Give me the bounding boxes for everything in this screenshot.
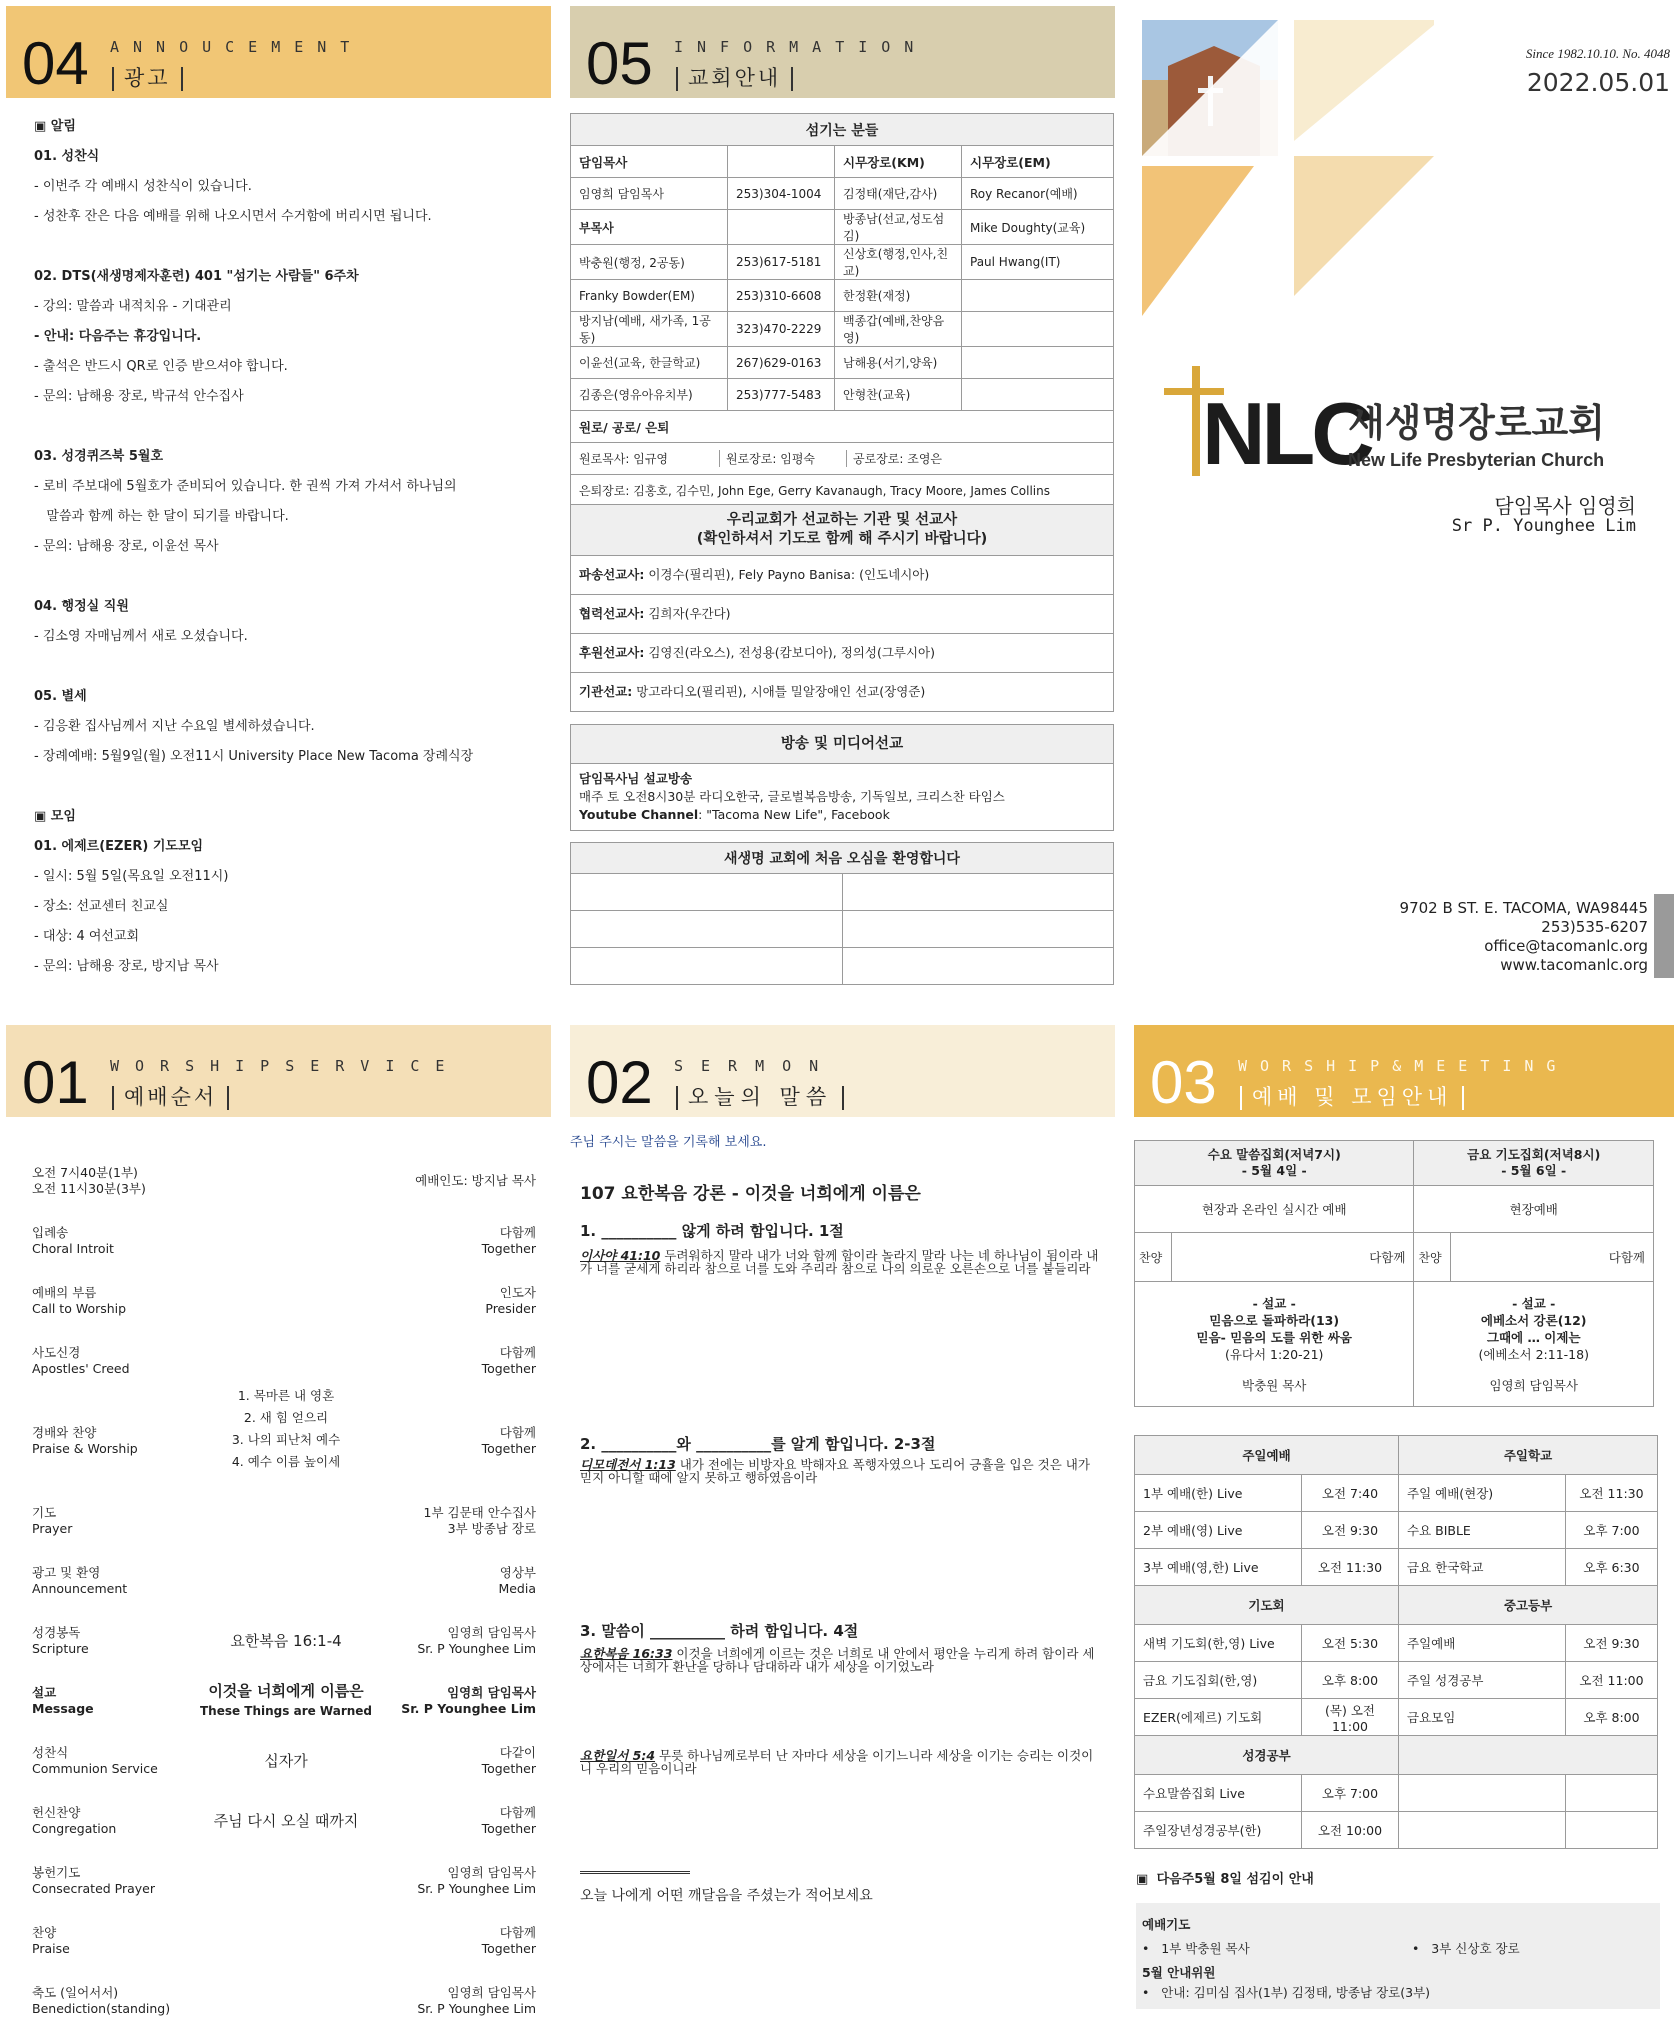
praise-song-list	[176, 1385, 396, 1473]
staff-head: 시무장로(EM)	[962, 146, 1114, 178]
order-title-eng: Announcement	[32, 1581, 128, 1596]
order-title-eng: Choral Introit	[32, 1241, 114, 1256]
meeting-header	[1134, 1025, 1674, 1117]
order-title: 기도	[32, 1505, 57, 1520]
sermon-header	[570, 1025, 1115, 1117]
staff-cell: 남해용(서기,양육)	[835, 347, 962, 379]
media-line1: 담임목사님 설교방송	[579, 771, 693, 786]
schedule-time: 오전 9:30	[1566, 1625, 1658, 1662]
order-person-eng: Sr. P Younghee Lim	[417, 1881, 536, 1896]
section-number: 01	[22, 1049, 89, 1116]
mission-box	[570, 504, 1114, 712]
panel-worship-service	[6, 1025, 551, 2035]
announcement-line: - 문의: 남해용 장로, 박규석 안수집사	[34, 389, 244, 404]
schedule-row	[1135, 1699, 1658, 1736]
section-eng-title: SERMON	[674, 1057, 837, 1075]
wed-header: 수요 말씀집회(저녁7시) - 5월 4일 -	[1135, 1141, 1414, 1186]
sermon-title: 107 요한복음 강론 - 이것을 너희에게 이름은	[580, 1184, 921, 1204]
prayer-1: • 1부 박충원 목사	[1142, 1941, 1250, 1956]
song-item: 4. 예수 이름 높이세	[231, 1454, 341, 1469]
staff-cell: 253)777-5483	[728, 379, 835, 411]
staff-head	[728, 146, 835, 178]
announcement-line: - 김소영 자매님께서 새로 오셨습니다.	[34, 629, 248, 644]
schedule-group-title: 주일학교	[1399, 1436, 1658, 1475]
order-person: 인도자	[499, 1285, 536, 1300]
announcement-line: ▣ 알림	[34, 119, 76, 134]
order-title: 사도신경	[32, 1345, 81, 1360]
announcement-line: - 김응환 집사님께서 지난 수요일 별세하셨습니다.	[34, 719, 315, 734]
staff-cell: 253)617-5181	[728, 245, 835, 280]
announcement-line: 05. 별세	[34, 689, 87, 704]
schedule-group-title	[1399, 1736, 1658, 1775]
phone: 253)535-6207	[1541, 918, 1648, 936]
media-title: 방송 및 미디어선교	[571, 725, 1113, 764]
order-person-eng: Sr. P Younghee Lim	[417, 2001, 536, 2016]
email-link[interactable]: office@tacomanlc.org	[1484, 937, 1648, 955]
panel-announcement	[6, 6, 551, 1006]
verse-2: 디모데전서 1:13 내가 전에는 비방자요 박해자요 폭행자였으나 도리어 긍휼을 입은 것은 내가 믿지 아니할 때에 알지 못하고 행하였음이라	[580, 1457, 1090, 1485]
guide-label: 5월 안내위원	[1142, 1965, 1216, 1980]
welcome-cell	[842, 874, 1114, 911]
worship-leader: 예배인도: 방지남 목사	[415, 1173, 536, 1188]
media-box	[570, 724, 1114, 831]
welcome-cell	[571, 911, 843, 948]
announcement-line: 01. 성찬식	[34, 149, 100, 164]
fri-sermon: - 설교 - 에베소서 강론(12) 그때에 … 이제는 (에베소서 2:11-18) 임영희 담임목사	[1414, 1282, 1654, 1407]
schedule-row	[1135, 1812, 1658, 1849]
order-title-eng: Scripture	[32, 1641, 89, 1656]
church-address	[1400, 899, 1648, 975]
announcement-line: - 장례예배: 5월9일(월) 오전11시 University Place New Tacoma 장례식장	[34, 749, 474, 764]
staff-cell	[962, 280, 1114, 312]
staff-cell	[962, 347, 1114, 379]
staff-cell: 267)629-0163	[728, 347, 835, 379]
schedule-item: 금요모임	[1399, 1699, 1566, 1736]
logo-english-name: New Life Presbyterian Church	[1348, 450, 1605, 470]
mission-row: 후원선교사: 김영진(라오스), 전성용(캄보디아), 정의성(그루시아)	[571, 634, 1113, 673]
announcement-line: - 로비 주보대에 5월호가 준비되어 있습니다. 한 권씩 가져 가셔서 하나님의	[34, 479, 457, 494]
wed-praise-label: 찬양	[1135, 1233, 1172, 1282]
panel-worship-meeting	[1134, 1025, 1674, 2035]
reflection-prompt: 오늘 나에게 어떤 깨달음을 주셨는가 적어보세요	[580, 1888, 873, 1904]
order-person: 영상부	[499, 1565, 536, 1580]
order-person-eng: Presider	[485, 1301, 536, 1316]
announcement-line: - 문의: 남해용 장로, 방지남 목사	[34, 959, 219, 974]
service-time: 오전 7시40분(1부)	[32, 1165, 138, 1180]
welcome-cell	[571, 948, 843, 985]
staff-row	[571, 379, 1114, 411]
verse-1: 이사야 41:10 두려워하지 말라 내가 너와 함께 함이라 놀라지 말라 나는 네 하나님이 됨이라 내가 너를 굳세게 하리라 참으로 너를 도와 주리라 참으로 나의 의로운 오른손으로 너를 붙들리라	[580, 1248, 1099, 1276]
staff-cell: 백종갑(예배,찬양음영)	[835, 312, 962, 347]
announcement-line	[34, 232, 541, 262]
prayer-3: • 3부 신상호 장로	[1412, 1941, 1520, 1956]
order-content: 요한복음 16:1-4	[230, 1632, 342, 1650]
staff-cell: Roy Recanor(예배)	[962, 178, 1114, 210]
schedule-row	[1135, 1625, 1658, 1662]
schedule-row	[1135, 1475, 1658, 1512]
staff-cell: Mike Doughty(교육)	[962, 210, 1114, 245]
website-link[interactable]: www.tacomanlc.org	[1500, 956, 1648, 974]
retired-elders: 은퇴장로: 김홍호, 김수민, John Ege, Gerry Kavanaugh, Tracy Moore, James Collins	[571, 475, 1114, 507]
panel-sermon	[570, 1025, 1115, 2035]
next-week-box	[1136, 1903, 1660, 2009]
order-title: 광고 및 환영	[32, 1565, 101, 1580]
schedule-item: 주일예배	[1399, 1625, 1566, 1662]
pastor-eng: Sr P. Younghee Lim	[1451, 516, 1636, 536]
prayer-label: 예배기도	[1142, 1917, 1191, 1932]
cover-decoration	[1134, 6, 1434, 326]
logo-nlc: NLC	[1202, 384, 1371, 483]
announcement-line: - 대상: 4 여선교회	[34, 929, 140, 944]
staff-row	[571, 280, 1114, 312]
sermon-point-1: 1. __________ 않게 하려 함입니다. 1절	[580, 1222, 844, 1240]
verse-3: 요한복음 16:33 이것을 너희에게 이르는 것은 너희로 내 안에서 평안을 누리게 하려 함이라 세상에서는 너희가 환난을 당하나 담대하라 내가 세상을 이기었노라	[580, 1646, 1095, 1674]
schedule-group-title: 중고등부	[1399, 1586, 1658, 1625]
order-title: 설교	[32, 1685, 57, 1700]
announcement-line: - 성찬후 잔은 다음 예배를 위해 나오시면서 수거함에 버리시면 됩니다.	[34, 209, 432, 224]
staff-head-row	[571, 146, 1114, 178]
midweek-table	[1134, 1140, 1654, 1407]
schedule-time	[1566, 1775, 1658, 1812]
staff-cell: Franky Bowder(EM)	[571, 280, 728, 312]
order-person: 다함께	[499, 1805, 536, 1820]
section-number: 04	[22, 30, 89, 97]
announcement-line	[34, 412, 541, 442]
verse-4: 요한일서 5:4 무릇 하나님께로부터 난 자마다 세상을 이기느니라 세상을 이기는 승리는 이것이니 우리의 믿음이니라	[580, 1748, 1094, 1776]
announcement-line: 01. 에제르(EZER) 기도모임	[34, 839, 204, 854]
order-person: 임영희 담임목사	[447, 1865, 536, 1880]
order-person-eng: Sr. P Younghee Lim	[417, 1641, 536, 1656]
schedule-time: 오후 7:00	[1302, 1775, 1399, 1812]
staff-row	[571, 178, 1114, 210]
order-title: 축도 (일어서서)	[32, 1985, 119, 2000]
order-title: 예배의 부름	[32, 1285, 97, 1300]
wed-speaker: 박충원 목사	[1242, 1377, 1307, 1393]
order-person-eng: Together	[481, 1241, 536, 1256]
welcome-table	[570, 842, 1114, 985]
order-title-eng: Congregation	[32, 1821, 117, 1836]
order-title: 찬양	[32, 1925, 57, 1940]
schedule-time: 오전 11:00	[1566, 1662, 1658, 1699]
mission-title	[571, 505, 1113, 556]
staff-title: 섬기는 분들	[571, 114, 1114, 146]
schedule-group-title: 주일예배	[1135, 1436, 1399, 1475]
announcement-line: - 일시: 5월 5일(목요일 오전11시)	[34, 869, 229, 884]
sermon-point-3: 3. 말씀이 __________ 하려 함입니다. 4절	[580, 1622, 859, 1640]
announcement-line	[34, 652, 541, 682]
announcement-line: - 안내: 다음주는 휴강입니다.	[34, 329, 202, 344]
announcement-line: 02. DTS(새생명제자훈련) 401 "섬기는 사람들" 6주차	[34, 269, 359, 284]
reflection-rule	[580, 1871, 690, 1874]
staff-cell: 부목사	[571, 210, 728, 245]
section-eng-title: INFORMATION	[674, 38, 928, 56]
order-person: 1부 김문태 안수집사	[423, 1505, 536, 1520]
schedule-time: 오전 9:30	[1302, 1512, 1399, 1549]
schedule-item: 금요 한국학교	[1399, 1549, 1566, 1586]
section-kor-title: 교회안내	[666, 62, 803, 92]
schedule-group-title: 기도회	[1135, 1586, 1399, 1625]
section-kor-title: 예배 및 모임안내	[1230, 1081, 1474, 1111]
mission-title-line2: (확인하셔서 기도로 함께 해 주시기 바랍니다)	[696, 531, 988, 547]
schedule-item: 금요 기도집회(한,영)	[1135, 1662, 1302, 1699]
order-person-eng: 3부 방종남 장로	[447, 1521, 536, 1536]
deco-triangle	[1142, 166, 1254, 316]
order-content: 십자가	[264, 1752, 308, 1770]
announcement-header	[6, 6, 551, 98]
mission-title-line1: 우리교회가 선교하는 기관 및 선교사	[726, 512, 958, 528]
panel-information	[570, 6, 1115, 1006]
order-person: 임영희 담임목사	[447, 1625, 536, 1640]
order-title: 입례송	[32, 1225, 69, 1240]
issue-info: Since 1982.10.10. No. 4048	[1525, 46, 1670, 61]
section-eng-title: ANNOUCEMENT	[110, 38, 364, 56]
schedule-time: 오전 10:00	[1302, 1812, 1399, 1849]
schedule-time: 오전 5:30	[1302, 1625, 1399, 1662]
announcement-line: - 이번주 각 예배시 성찬식이 있습니다.	[34, 179, 252, 194]
schedule-time	[1566, 1812, 1658, 1849]
logo-korean-name: 새생명장로교회	[1348, 401, 1605, 445]
order-person-eng: Together	[481, 1941, 536, 1956]
schedule-item: 새벽 기도회(한,영) Live	[1135, 1625, 1302, 1662]
worship-header	[6, 1025, 551, 1117]
staff-head: 담임목사	[571, 146, 728, 178]
announcement-line: 04. 행정실 직원	[34, 599, 129, 614]
schedule-item: 수요 BIBLE	[1399, 1512, 1566, 1549]
schedule-time: 오후 8:00	[1302, 1662, 1399, 1699]
welcome-cell	[842, 911, 1114, 948]
fri-praise-label: 찬양	[1414, 1233, 1451, 1282]
sermon-note: 주님 주시는 말씀을 기록해 보세요.	[570, 1135, 767, 1150]
staff-cell: Paul Hwang(IT)	[962, 245, 1114, 280]
staff-cell: 임영희 담임목사	[571, 178, 728, 210]
announcement-line	[34, 772, 541, 802]
announcement-line: - 출석은 반드시 QR로 인증 받으셔야 합니다.	[34, 359, 288, 374]
staff-cell	[962, 379, 1114, 411]
order-title: 성찬식	[32, 1745, 69, 1760]
order-title: 성경봉독	[32, 1625, 81, 1640]
sermon-point-2: 2. __________와 __________를 알게 함입니다. 2-3절	[580, 1435, 936, 1453]
wed-praise-value: 다함께	[1172, 1233, 1414, 1282]
song-item: 2. 새 힘 얻으리	[243, 1410, 329, 1425]
schedule-item: 2부 예배(영) Live	[1135, 1512, 1302, 1549]
staff-cell: 이윤선(교육, 한글학교)	[571, 347, 728, 379]
order-content: 이것을 너희에게 이름은	[208, 1682, 364, 1700]
order-person-eng: Together	[481, 1761, 536, 1776]
staff-head: 시무장로(KM)	[835, 146, 962, 178]
section-kor-title: 오늘의 말씀	[666, 1081, 854, 1111]
next-week-title: ▣ 다음주5월 8일 섬김이 안내	[1136, 1872, 1314, 1887]
deco-triangle	[1294, 156, 1434, 296]
schedule-item: 3부 예배(영,한) Live	[1135, 1549, 1302, 1586]
fri-praise-value: 다함께	[1451, 1233, 1654, 1282]
schedule-row	[1135, 1512, 1658, 1549]
side-bar-accent	[1654, 894, 1674, 978]
schedule-row	[1135, 1549, 1658, 1586]
schedule-item: EZER(에제르) 기도회	[1135, 1699, 1302, 1736]
order-person: 다함께	[499, 1425, 536, 1440]
order-title-eng: Praise	[32, 1941, 70, 1956]
order-person: 다함께	[499, 1345, 536, 1360]
elders-row: 원로목사: 임규영 원로장로: 임평숙 공로장로: 조영은	[571, 443, 1114, 475]
schedule-group-title: 성경공부	[1135, 1736, 1399, 1775]
schedule-item	[1399, 1775, 1566, 1812]
staff-row	[571, 245, 1114, 280]
section-number: 05	[586, 30, 653, 97]
order-title-eng: Call to Worship	[32, 1301, 127, 1316]
staff-cell: 한정환(재정)	[835, 280, 962, 312]
information-header	[570, 6, 1115, 98]
section-kor-title: 예배순서	[102, 1081, 239, 1111]
staff-cell	[728, 210, 835, 245]
schedule-time: 오후 8:00	[1566, 1699, 1658, 1736]
staff-table	[570, 113, 1114, 507]
fri-type: 현장예배	[1414, 1186, 1654, 1233]
order-content: 주님 다시 오실 때까지	[213, 1812, 359, 1830]
guide-line: • 안내: 김미심 집사(1부) 김정태, 방종남 장로(3부)	[1142, 1985, 1431, 2000]
song-item: 3. 나의 피난처 예수	[231, 1432, 341, 1447]
order-title-eng: Benediction(standing)	[32, 2001, 171, 2016]
order-person-eng: Media	[498, 1581, 536, 1596]
mission-list	[571, 556, 1113, 711]
order-title: 경배와 찬양	[32, 1425, 97, 1440]
staff-cell	[962, 312, 1114, 347]
order-person-eng: Together	[481, 1441, 536, 1456]
welcome-title: 새생명 교회에 처음 오심을 환영합니다	[571, 843, 1114, 874]
elders-title: 원로/ 공로/ 은퇴	[571, 411, 1114, 443]
mission-row: 파송선교사: 이경수(필리핀), Fely Payno Banisa: (인도네시아)	[571, 556, 1113, 595]
schedule-time: 오후 6:30	[1566, 1549, 1658, 1586]
order-title-eng: Apostles' Creed	[32, 1361, 130, 1376]
announcement-line: 03. 성경퀴즈북 5월호	[34, 449, 164, 464]
staff-cell: 253)304-1004	[728, 178, 835, 210]
issue-date: 2022.05.01	[1526, 68, 1670, 97]
schedule-row	[1135, 1775, 1658, 1812]
cover-panel	[1134, 6, 1680, 1006]
staff-cell: 253)310-6608	[728, 280, 835, 312]
announcement-line: - 장소: 선교센터 친교실	[34, 899, 169, 914]
order-person-eng: Together	[481, 1361, 536, 1376]
staff-cell: 방종남(선교,성도섬김)	[835, 210, 962, 245]
schedule-time: 오전 7:40	[1302, 1475, 1399, 1512]
wed-sermon: - 설교 - 믿음으로 돌파하라(13) 믿음- 믿음의 도를 위한 싸움 (유다서 1:20-21) 박충원 목사	[1135, 1282, 1414, 1407]
order-person: 임영희 담임목사	[447, 1685, 536, 1700]
staff-cell: 신상호(행정,인사,친교)	[835, 245, 962, 280]
staff-cell: 방지남(예배, 새가족, 1공동)	[571, 312, 728, 347]
order-title-eng: Communion Service	[32, 1761, 158, 1776]
announcement-line: - 문의: 남해용 장로, 이윤선 목사	[34, 539, 219, 554]
media-line3: Youtube Channel: "Tacoma New Life", Facebook	[579, 807, 890, 822]
order-title-eng: Message	[32, 1701, 94, 1716]
order-person-eng: Together	[481, 1821, 536, 1836]
schedule-item: 수요말씀집회 Live	[1135, 1775, 1302, 1812]
schedule-item: 주일 예배(현장)	[1399, 1475, 1566, 1512]
schedule-row	[1135, 1662, 1658, 1699]
schedule-table	[1134, 1435, 1658, 1849]
schedule-time: 오후 7:00	[1566, 1512, 1658, 1549]
staff-cell: 박충원(행정, 2공동)	[571, 245, 728, 280]
section-eng-title: WORSHIPSERVICE	[110, 1057, 461, 1075]
deco-triangle	[1294, 20, 1434, 141]
schedule-time: 오전 11:30	[1302, 1549, 1399, 1586]
pastor-kor: 담임목사 임영희	[1494, 494, 1636, 518]
service-time: 오전 11시30분(3부)	[32, 1181, 146, 1196]
order-title-eng: Prayer	[32, 1521, 73, 1536]
staff-cell: 김정태(재단,감사)	[835, 178, 962, 210]
order-title-eng: Consecrated Prayer	[32, 1881, 156, 1896]
schedule-item: 주일 성경공부	[1399, 1662, 1566, 1699]
song-item: 1. 목마른 내 영혼	[237, 1388, 335, 1403]
announcement-list	[34, 112, 541, 982]
welcome-cell	[571, 874, 843, 911]
order-title: 봉헌기도	[32, 1865, 81, 1880]
announcement-line: 말씀과 함께 하는 한 달이 되기를 바랍니다.	[34, 509, 289, 524]
announcement-line: ▣ 모임	[34, 809, 76, 824]
staff-row	[571, 210, 1114, 245]
schedule-item	[1399, 1812, 1566, 1849]
wed-type: 현장과 온라인 실시간 예배	[1135, 1186, 1414, 1233]
staff-row	[571, 312, 1114, 347]
order-person: 다같이	[499, 1745, 536, 1760]
section-number: 03	[1150, 1049, 1217, 1116]
schedule-item: 주일장년성경공부(한)	[1135, 1812, 1302, 1849]
order-person: 다함께	[499, 1225, 536, 1240]
announcement-line	[34, 562, 541, 592]
schedule-item: 1부 예배(한) Live	[1135, 1475, 1302, 1512]
staff-cell: 안형찬(교육)	[835, 379, 962, 411]
section-eng-title: WORSHIP&MEETING	[1238, 1057, 1569, 1075]
order-person-eng: Sr. P Younghee Lim	[401, 1701, 536, 1716]
welcome-cell	[842, 948, 1114, 985]
section-number: 02	[586, 1049, 653, 1116]
order-title: 헌신찬양	[32, 1805, 81, 1820]
announcement-line: - 강의: 말씀과 내적치유 - 기대관리	[34, 299, 232, 314]
media-line2: 매주 토 오전8시30분 라디오한국, 글로벌복음방송, 기독일보, 크리스찬 타임스	[579, 789, 1005, 804]
mission-row: 협력선교사: 김희자(우간다)	[571, 595, 1113, 634]
fri-speaker: 임영희 담임목사	[1489, 1377, 1578, 1393]
order-title-eng: Praise & Worship	[32, 1441, 138, 1456]
schedule-time: (목) 오전 11:00	[1302, 1699, 1399, 1736]
fri-header: 금요 기도집회(저녁8시) - 5월 6일 -	[1414, 1141, 1654, 1186]
mission-row: 기관선교: 망고라디오(필리핀), 시애틀 밀알장애인 선교(장영준)	[579, 684, 926, 699]
staff-row	[571, 347, 1114, 379]
order-content-eng: These Things are Warned	[199, 1704, 373, 1718]
order-person: 다함께	[499, 1925, 536, 1940]
address-line: 9702 B ST. E. TACOMA, WA98445	[1399, 899, 1648, 917]
schedule-time: 오전 11:30	[1566, 1475, 1658, 1512]
section-kor-title: 광고	[102, 62, 193, 92]
staff-cell: 323)470-2229	[728, 312, 835, 347]
order-person: 임영희 담임목사	[447, 1985, 536, 2000]
staff-cell: 김종은(영유아유치부)	[571, 379, 728, 411]
